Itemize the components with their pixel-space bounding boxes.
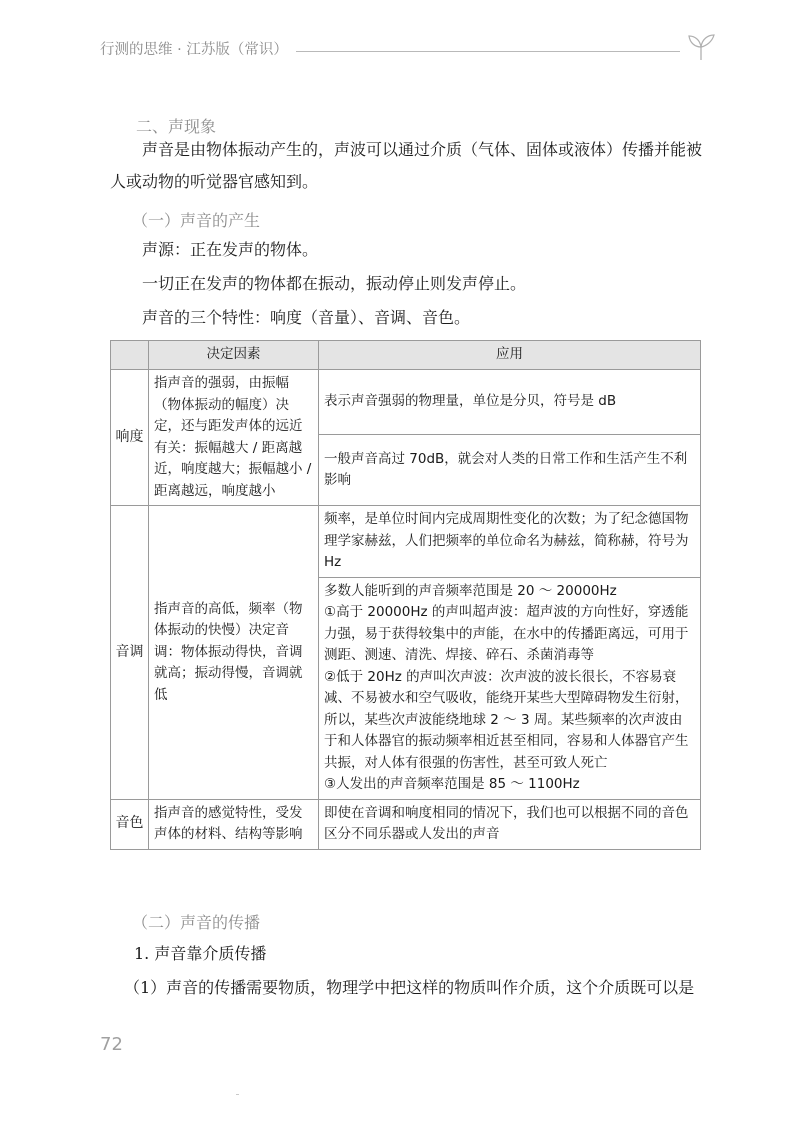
vibration-line: 一切正在发声的物体都在振动，振动停止则发声停止。 (142, 274, 527, 293)
medium-heading: 1. 声音靠介质传播 (134, 944, 267, 963)
page-number: 72 (100, 1034, 123, 1055)
property-timbre: 音色 (111, 799, 149, 849)
property-pitch: 音调 (111, 506, 149, 800)
timbre-application: 即使在音调和响度相同的情况下，我们也可以根据不同的音色区分不同乐器或人发出的声音 (319, 799, 701, 849)
loudness-application-1: 表示声音强弱的物理量，单位是分贝，符号是 dB (319, 370, 701, 435)
subsection-title-propagation: （二）声音的传播 (132, 913, 261, 932)
table-header-application: 应用 (319, 341, 701, 370)
human-voice-range-line: ③人发出的声音频率范围是 85 ～ 1100Hz (324, 776, 580, 792)
table-header-row (111, 341, 701, 370)
pitch-application-1: 频率，是单位时间内完成周期性变化的次数；为了纪念德国物理学家赫兹，人们把频率的单位命名为赫兹，简称赫，符号为 Hz (319, 506, 701, 578)
table-header-factor: 决定因素 (149, 341, 319, 370)
section-title: 二、声现象 (136, 117, 217, 136)
table-row-timbre (111, 799, 701, 849)
subsection-title-production: （一）声音的产生 (132, 211, 261, 230)
hearing-range-line: 多数人能听到的声音频率范围是 20 ～ 20000Hz (324, 582, 617, 599)
loudness-factor: 指声音的强弱，由振幅（物体振动的幅度）决定，还与距发声体的远近有关：振幅越大 / 距离越近，响度越大；振幅越小 / 距离越远，响度越小 (149, 370, 319, 506)
infrasound-line: ②低于 20Hz 的声叫次声波：次声波的波长很长，不容易衰减、不易被水和空气吸收，能绕开某些大型障碍物发生衍射，所以，某些次声波能绕地球 2 ～ 3 周。某些频率的次声波由于和人体器官的振动频率相近甚至相同，容易和人体器官产生共振，对人体有很强的伤害性，甚至可致人死亡 (324, 668, 689, 771)
sound-properties-table (110, 340, 701, 850)
header-rule (296, 51, 680, 52)
sprout-icon (684, 32, 718, 62)
medium-paragraph: （1）声音的传播需要物质，物理学中把这样的物质叫作介质，这个介质既可以是 (124, 978, 695, 997)
three-properties-line: 声音的三个特性：响度（音量）、音调、音色。 (142, 308, 471, 327)
scan-speck (236, 1094, 239, 1095)
pitch-factor: 指声音的高低，频率（物体振动的快慢）决定音调：物体振动得快，音调就高；振动得慢，音调就低 (149, 506, 319, 800)
property-loudness: 响度 (111, 370, 149, 506)
book-title: 行测的思维 · 江苏版（常识） (100, 42, 288, 58)
sound-source-line: 声源：正在发声的物体。 (142, 240, 319, 259)
timbre-factor: 指声音的感觉特性，受发声体的材料、结构等影响 (149, 799, 319, 849)
table-row-pitch (111, 506, 701, 578)
table-header-blank (111, 341, 149, 370)
intro-paragraph: 声音是由物体振动产生的，声波可以通过介质（气体、固体或液体）传播并能被人或动物的听觉器官感知到。 (110, 140, 703, 191)
table-row-loudness (111, 370, 701, 435)
ultrasound-line: ①高于 20000Hz 的声叫超声波：超声波的方向性好，穿透能力强，易于获得较集中的声能，在水中的传播距离远，可用于测距、测速、清洗、焊接、碎石、杀菌消毒等 (324, 604, 689, 663)
loudness-application-2: 一般声音高过 70dB，就会对人类的日常工作和生活产生不利影响 (319, 435, 701, 506)
running-header (100, 34, 720, 62)
pitch-application-2 (319, 577, 701, 799)
